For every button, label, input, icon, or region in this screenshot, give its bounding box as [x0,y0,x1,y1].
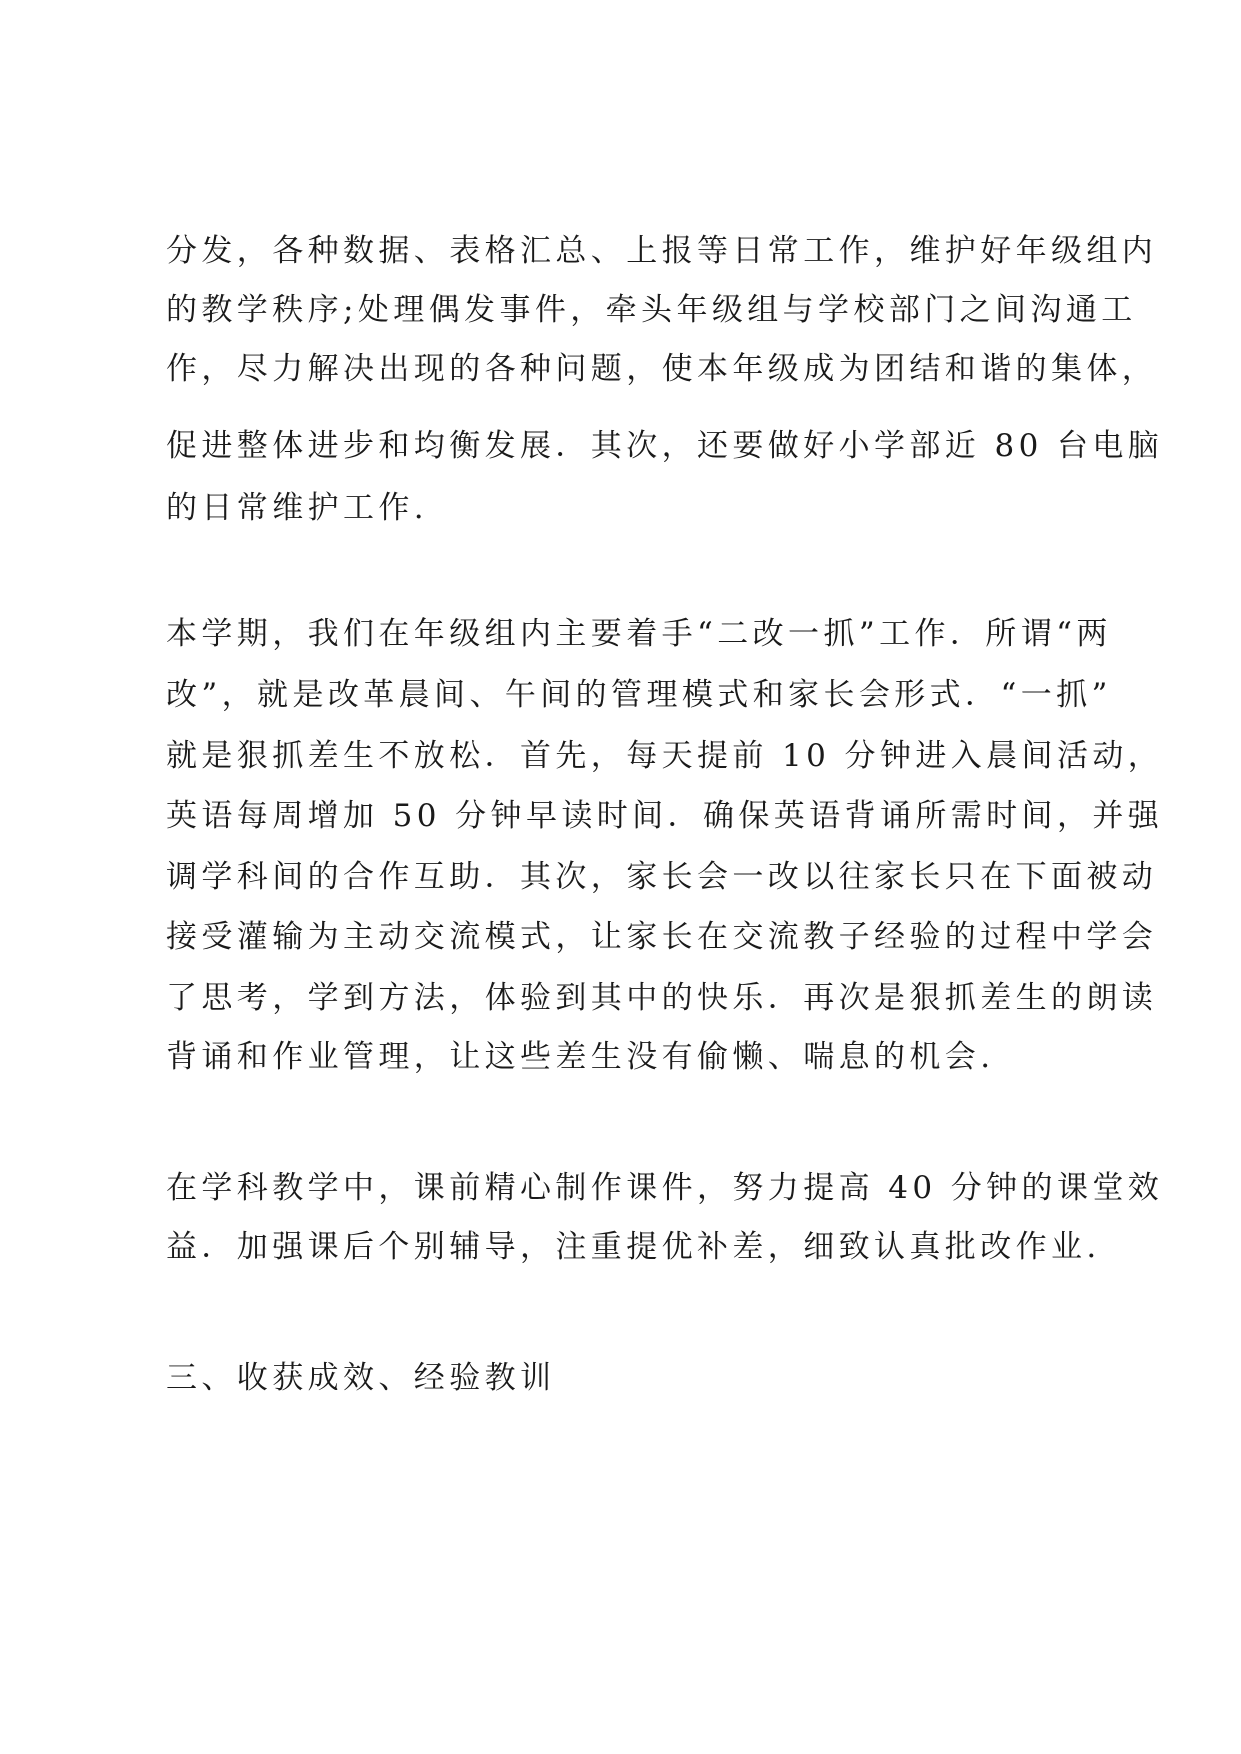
text-line: 就是狠抓差生不放松．首先，每天提前 10 分钟进入晨间活动， [166,738,1164,774]
text-line: 接受灌输为主动交流模式，让家长在交流教子经验的过程中学会 [166,919,1158,955]
text-line: 本学期，我们在年级组内主要着手“二改一抓”工作．所谓“两 [166,616,1112,652]
section-heading-text: 三、收获成效、经验教训 [166,1360,556,1396]
text-line: 分发，各种数据、表格汇总、上报等日常工作，维护好年级组内 [166,233,1158,269]
text-line: 背诵和作业管理，让这些差生没有偷懒、喘息的机会. [166,1039,995,1075]
text-line: 了思考，学到方法，体验到其中的快乐．再次是狠抓差生的朗读 [166,980,1158,1016]
text-line: 的教学秩序;处理偶发事件，牵头年级组与学校部门之间沟通工 [166,292,1137,328]
text-line: 作，尽力解决出现的各种问题，使本年级成为团结和谐的集体， [166,351,1158,387]
text-line: 调学科间的合作互助．其次，家长会一改以往家长只在下面被动 [166,859,1158,895]
text-line: 的日常维护工作. [166,490,429,526]
text-line: 改”，就是改革晨间、午间的管理模式和家长会形式．“一抓” [166,677,1112,713]
text-line: 益．加强课后个别辅导，注重提优补差，细致认真批改作业. [166,1229,1101,1265]
text-line: 促进整体进步和均衡发展．其次，还要做好小学部近 80 台电脑 [166,428,1164,464]
text-line: 英语每周增加 50 分钟早读时间．确保英语背诵所需时间，并强 [166,798,1164,834]
text-line: 在学科教学中，课前精心制作课件，努力提高 40 分钟的课堂效 [166,1170,1164,1206]
